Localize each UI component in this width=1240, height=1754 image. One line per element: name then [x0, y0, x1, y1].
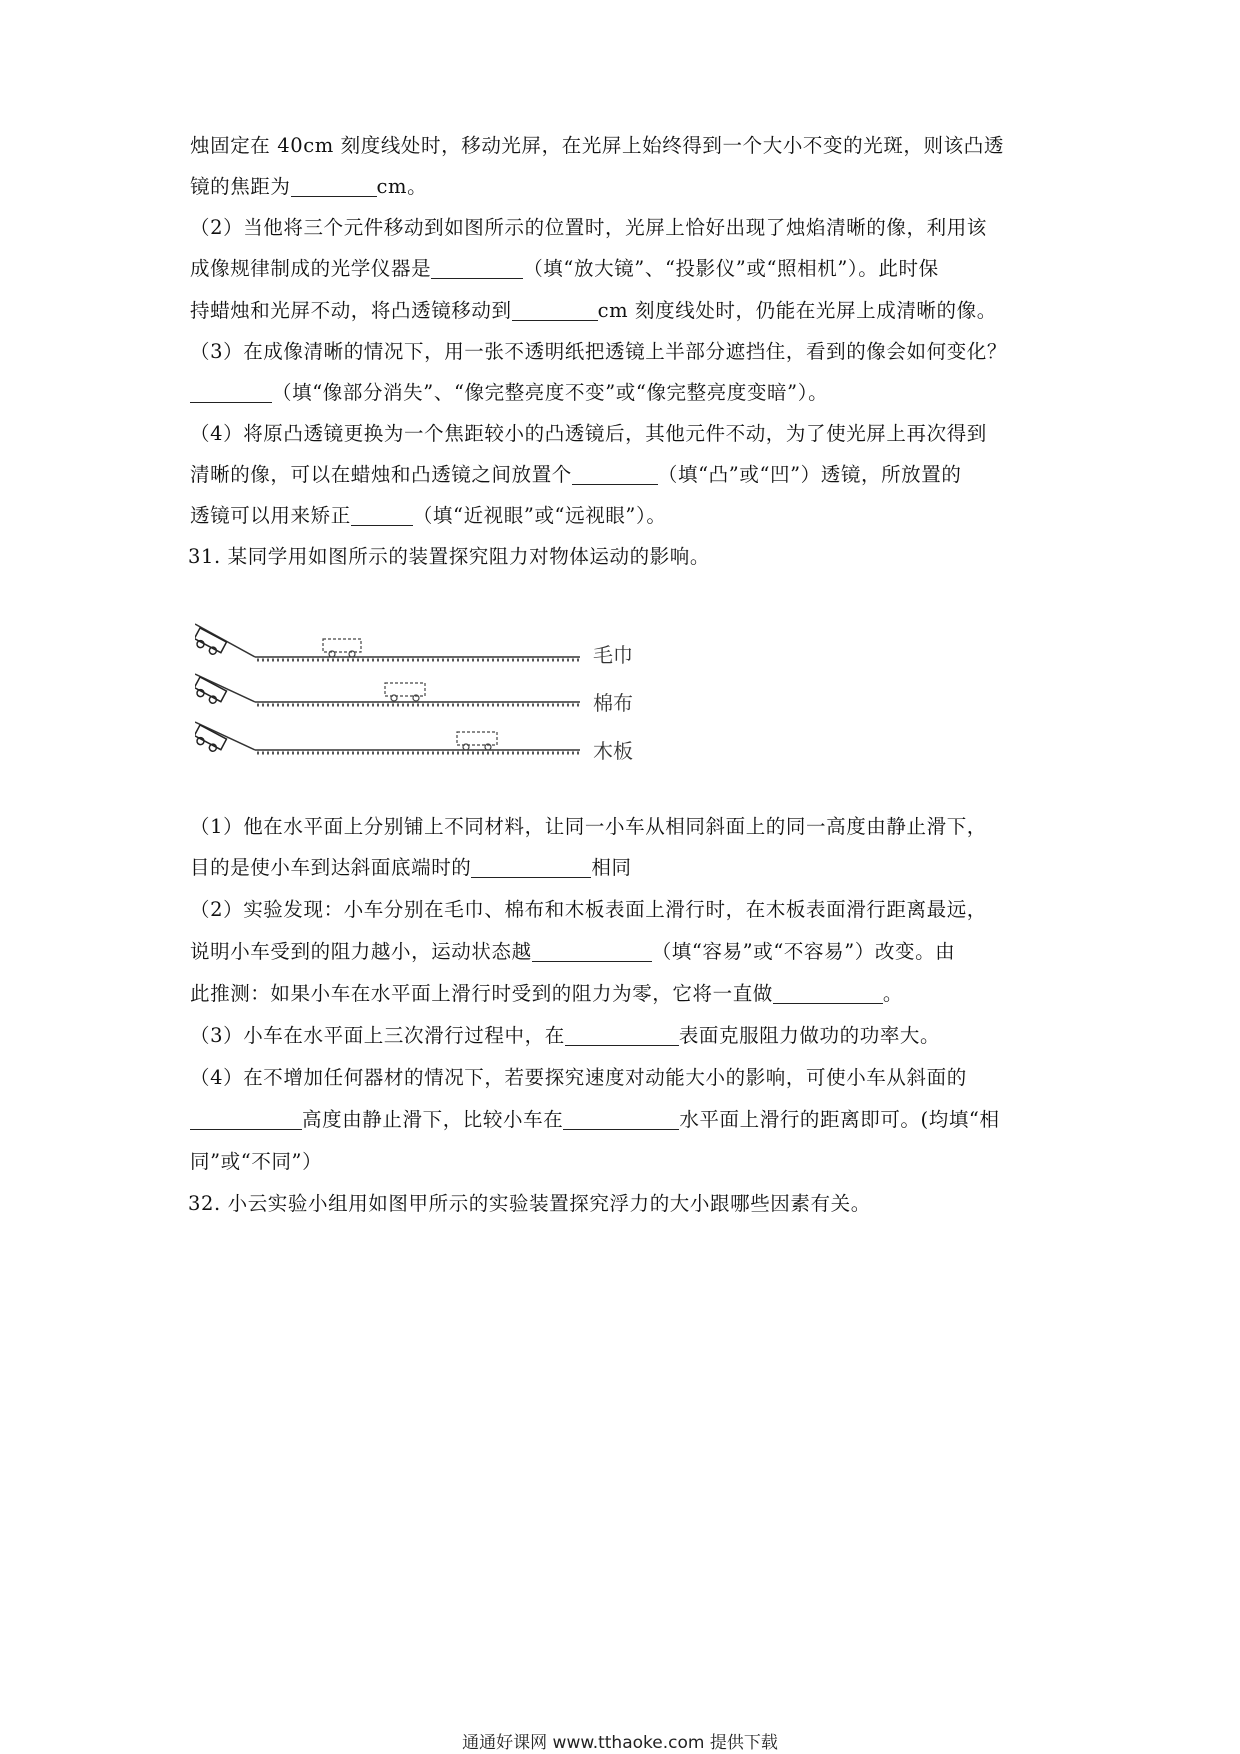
track-cotton	[195, 674, 633, 715]
ramp-experiment-diagram	[195, 622, 640, 790]
q30-line-1: 烛固定在 40cm 刻度线处时，移动光屏，在光屏上始终得到一个大小不变的光斑，则该凸透	[190, 134, 1004, 157]
q31-part4-line-1: （4）在不增加任何器材的情况下，若要探究速度对动能大小的影响，可使小车从斜面的	[190, 1066, 967, 1089]
footer-watermark: 通通好课网 www.tthaoke.com 提供下载	[462, 1733, 778, 1753]
answer-blank[interactable]	[512, 300, 598, 321]
answer-blank[interactable]	[532, 941, 652, 962]
track-towel	[195, 624, 633, 667]
q31-part1-line-1: （1）他在水平面上分别铺上不同材料，让同一小车从相同斜面上的同一高度由静止滑下，	[190, 815, 987, 838]
label-towel: 毛巾	[593, 643, 633, 667]
q31-part1-line-2: 目的是使小车到达斜面底端时的 相同	[190, 856, 632, 879]
q30-line-2: 镜的焦距为 cm。	[190, 175, 428, 198]
track-wood	[195, 722, 633, 763]
label-cotton: 棉布	[593, 691, 633, 715]
q30-part2-line-1: （2）当他将三个元件移动到如图所示的位置时，光屏上恰好出现了烛焰清晰的像，利用该	[190, 216, 987, 239]
cart-stopped	[323, 639, 361, 657]
cart-stopped	[457, 732, 497, 750]
q30-part3-line-2: （填“像部分消失”、“像完整亮度不变”或“像完整亮度变暗”）。	[190, 380, 1070, 406]
answer-blank[interactable]	[291, 176, 377, 197]
answer-blank[interactable]	[565, 1025, 679, 1046]
q31-part4-line-3: 同”或“不同”）	[190, 1150, 323, 1173]
answer-blank[interactable]	[773, 983, 883, 1004]
answer-blank[interactable]	[351, 505, 413, 526]
q30-part2-line-3: 持蜡烛和光屏不动，将凸透镜移动到 cm 刻度线处时，仍能在光屏上成清晰的像。	[190, 299, 997, 322]
answer-blank[interactable]	[190, 382, 272, 403]
answer-blank[interactable]	[471, 857, 591, 878]
q31-part2-line-2: 说明小车受到的阻力越小，运动状态越 （填“容易”或“不容易”）改变。由	[190, 940, 956, 963]
q31-part4-line-2: 高度由静止滑下，比较小车在 水平面上滑行的距离即可。(均填“相	[190, 1107, 1070, 1133]
answer-blank[interactable]	[572, 464, 658, 485]
q30-part2-line-2: 成像规律制成的光学仪器是 （填“放大镜”、“投影仪”或“照相机”）。此时保	[190, 257, 939, 280]
q31-title: 31. 某同学用如图所示的装置探究阻力对物体运动的影响。	[188, 545, 711, 568]
q32-title: 32. 小云实验小组用如图甲所示的实验装置探究浮力的大小跟哪些因素有关。	[188, 1192, 871, 1215]
q31-figure	[195, 622, 640, 790]
q31-part2-line-1: （2）实验发现：小车分别在毛巾、棉布和木板表面上滑行时，在木板表面滑行距离最远，	[190, 898, 987, 921]
cart-stopped	[385, 683, 425, 701]
answer-blank[interactable]	[563, 1109, 679, 1130]
answer-blank[interactable]	[190, 1109, 302, 1130]
answer-blank[interactable]	[431, 258, 523, 279]
q31-part2-line-3: 此推测：如果小车在水平面上滑行时受到的阻力为零，它将一直做 。	[190, 982, 904, 1005]
q31-part3-line: （3）小车在水平面上三次滑行过程中，在 表面克服阻力做功的功率大。	[190, 1024, 941, 1047]
q30-part4-line-1: （4）将原凸透镜更换为一个焦距较小的凸透镜后，其他元件不动，为了使光屏上再次得到	[190, 422, 987, 445]
q30-part4-line-3: 透镜可以用来矫正 （填“近视眼”或“远视眼”）。	[190, 504, 667, 527]
q30-part4-line-2: 清晰的像，可以在蜡烛和凸透镜之间放置个 （填“凸”或“凹”）透镜，所放置的	[190, 463, 962, 486]
label-wood: 木板	[593, 739, 633, 763]
q30-part3-line-1: （3）在成像清晰的情况下，用一张不透明纸把透镜上半部分遮挡住，看到的像会如何变化？	[190, 340, 1008, 363]
